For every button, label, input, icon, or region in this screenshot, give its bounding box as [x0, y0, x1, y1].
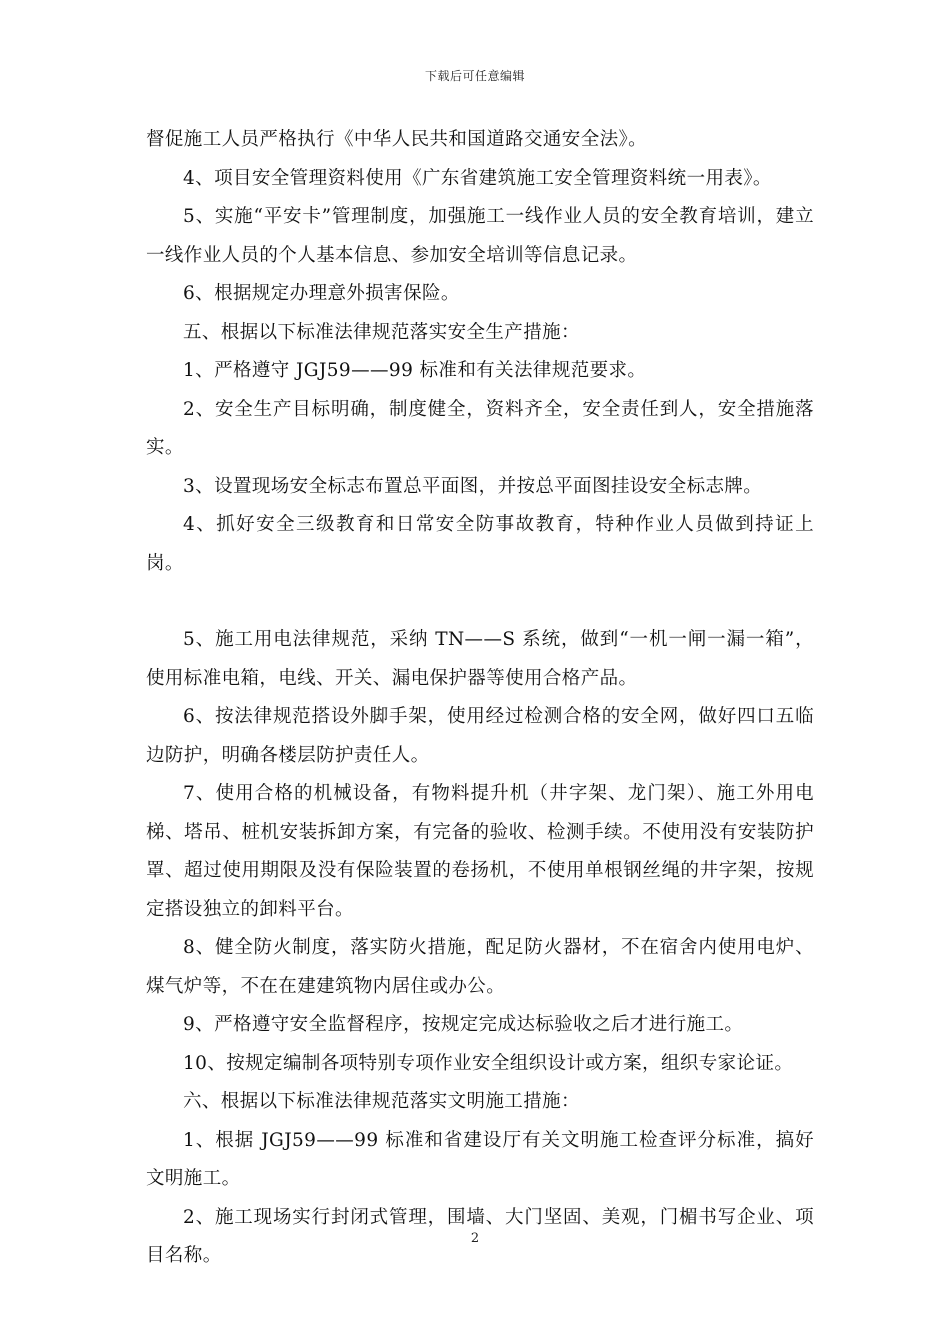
paragraph: 6、根据规定办理意外损害保险。 [183, 283, 460, 304]
paragraph: 4、抓好安全三级教育和日常安全防事故教育，特种作业人员做到持证上岗。 [146, 514, 814, 574]
paragraph: 5、施工用电法律规范，采纳 TN——S 系统，做到“一机一闸一漏一箱”，使用标准电箱，电线、开关、漏电保护器等使用合格产品。 [146, 629, 814, 689]
paragraph: 7、使用合格的机械设备，有物料提升机（井字架、龙门架）、施工外用电梯、塔吊、桩机安装拆卸方案，有完备的验收、检测手续。不使用没有安装防护罩、超过使用期限及没有保险装置的卷扬机，不使用单根钢丝绳的井字架，按规定搭设独立的卸料平台。 [146, 783, 814, 920]
paragraph: 2、施工现场实行封闭式管理，围墙、大门坚固、美观，门楣书写企业、项目名称。 [146, 1206, 814, 1266]
paragraph: 8、健全防火制度，落实防火措施，配足防火器材，不在宿舍内使用电炉、煤气炉等，不在在建建筑物内居住或办公。 [146, 937, 814, 997]
paragraph: 9、严格遵守安全监督程序，按规定完成达标验收之后才进行施工。 [183, 1014, 744, 1035]
document-body [146, 121, 814, 1276]
blank-line [146, 583, 814, 621]
paragraph: 6、按法律规范搭设外脚手架，使用经过检测合格的安全网，做好四口五临边防护，明确各楼层防护责任人。 [146, 706, 814, 766]
paragraph: 10、按规定编制各项特别专项作业安全组织设计或方案，组织专家论证。 [183, 1052, 794, 1074]
page-header: 下载后可任意编辑 [424, 69, 525, 83]
paragraph: 1、严格遵守 JGJ59——99 标准和有关法律规范要求。 [183, 360, 647, 381]
section-heading: 六、根据以下标准法律规范落实文明施工措施： [183, 1091, 580, 1112]
paragraph: 5、实施“平安卡”管理制度，加强施工一线作业人员的安全教育培训，建立一线作业人员的个人基本信息、参加安全培训等信息记录。 [146, 206, 814, 266]
paragraph: 3、设置现场安全标志布置总平面图，并按总平面图挂设安全标志牌。 [183, 475, 763, 497]
paragraph-continuation: 督促施工人员严格执行《中华人民共和国道路交通安全法》。 [146, 129, 648, 150]
section-heading: 五、根据以下标准法律规范落实安全生产措施： [183, 321, 580, 343]
paragraph: 4、项目安全管理资料使用《广东省建筑施工安全管理资料统一用表》。 [183, 167, 772, 189]
paragraph: 2、安全生产目标明确，制度健全，资料齐全，安全责任到人，安全措施落实。 [146, 398, 814, 458]
page-number: 2 [470, 1231, 480, 1246]
paragraph: 1、根据 JGJ59——99 标准和省建设厅有关文明施工检查评分标准，搞好文明施工。 [146, 1129, 814, 1189]
